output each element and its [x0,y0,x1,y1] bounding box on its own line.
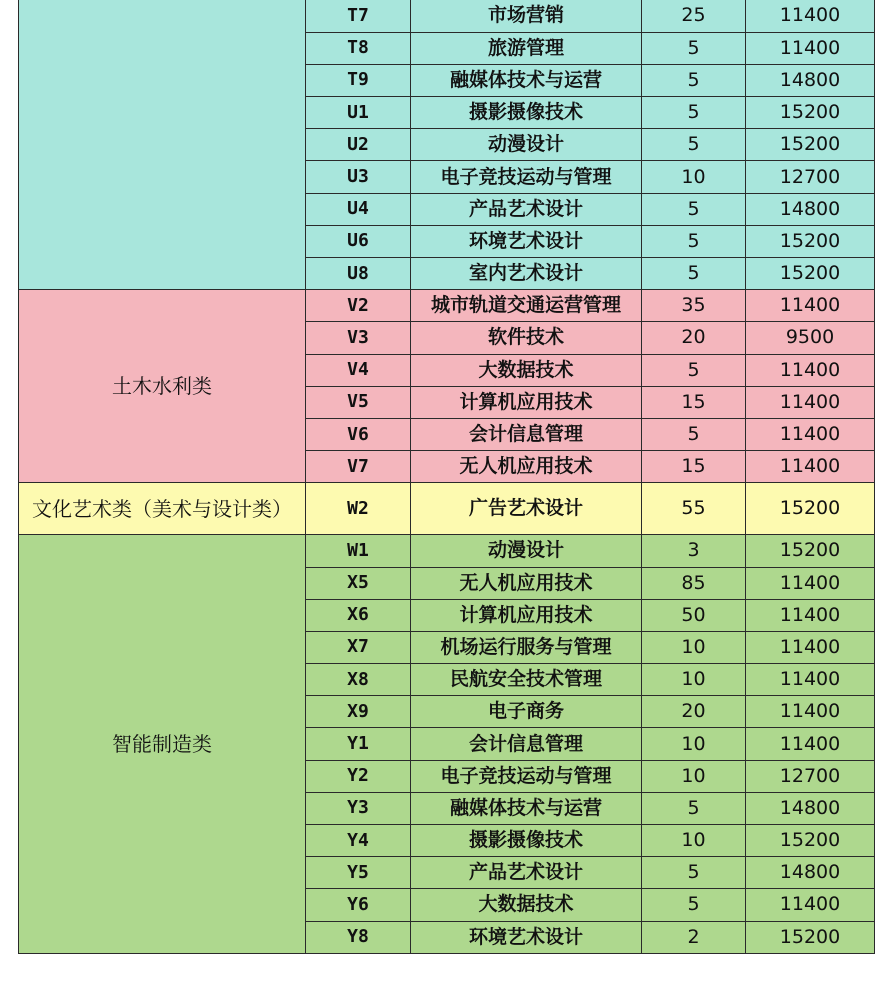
major-cell: 计算机应用技术 [411,386,642,418]
major-cell: 融媒体技术与运营 [411,792,642,824]
plan-count-cell: 20 [642,696,746,728]
tuition-cell: 11400 [746,451,875,483]
major-cell: 大数据技术 [411,889,642,921]
code-cell: V3 [306,322,411,354]
major-cell: 市场营销 [411,0,642,32]
major-cell: 摄影摄像技术 [411,97,642,129]
major-cell: 电子竞技运动与管理 [411,760,642,792]
tuition-cell: 11400 [746,567,875,599]
plan-count-cell: 5 [642,857,746,889]
tuition-cell: 14800 [746,64,875,96]
major-cell: 会计信息管理 [411,728,642,760]
major-cell: 室内艺术设计 [411,258,642,290]
plan-count-cell: 15 [642,451,746,483]
tuition-cell: 15200 [746,258,875,290]
tuition-cell: 11400 [746,664,875,696]
major-cell: 无人机应用技术 [411,567,642,599]
plan-count-cell: 5 [642,129,746,161]
major-cell: 动漫设计 [411,535,642,567]
plan-count-cell: 10 [642,161,746,193]
code-cell: U6 [306,225,411,257]
tuition-cell: 14800 [746,792,875,824]
plan-count-cell: 35 [642,290,746,322]
plan-count-cell: 5 [642,889,746,921]
plan-count-cell: 5 [642,193,746,225]
major-cell: 计算机应用技术 [411,599,642,631]
table-row [19,483,875,535]
plan-count-cell: 20 [642,322,746,354]
tuition-cell: 11400 [746,354,875,386]
category-cell: 土木水利类 [19,290,306,483]
plan-count-cell: 5 [642,258,746,290]
category-cell: 智能制造类 [19,535,306,953]
table-row [19,290,875,322]
plan-count-cell: 10 [642,825,746,857]
tuition-cell: 11400 [746,599,875,631]
code-cell: T9 [306,64,411,96]
major-cell: 产品艺术设计 [411,857,642,889]
tuition-cell: 12700 [746,760,875,792]
major-cell: 动漫设计 [411,129,642,161]
code-cell: Y1 [306,728,411,760]
code-cell: X8 [306,664,411,696]
tuition-cell: 11400 [746,631,875,663]
tuition-cell: 11400 [746,696,875,728]
plan-count-cell: 5 [642,64,746,96]
code-cell: Y5 [306,857,411,889]
code-cell: V4 [306,354,411,386]
code-cell: V5 [306,386,411,418]
tuition-cell: 15200 [746,129,875,161]
plan-count-cell: 10 [642,664,746,696]
tuition-cell: 11400 [746,728,875,760]
tuition-cell: 11400 [746,889,875,921]
code-cell: V2 [306,290,411,322]
major-cell: 广告艺术设计 [411,483,642,535]
enrollment-plan-table [18,0,875,954]
plan-count-cell: 5 [642,354,746,386]
tuition-cell: 12700 [746,161,875,193]
code-cell: U1 [306,97,411,129]
tuition-cell: 11400 [746,418,875,450]
tuition-cell: 15200 [746,535,875,567]
major-cell: 融媒体技术与运营 [411,64,642,96]
tuition-cell: 11400 [746,386,875,418]
major-cell: 无人机应用技术 [411,451,642,483]
category-cell: 文化艺术类（美术与设计类） [19,483,306,535]
code-cell: V7 [306,451,411,483]
major-cell: 电子竞技运动与管理 [411,161,642,193]
code-cell: U2 [306,129,411,161]
code-cell: Y2 [306,760,411,792]
major-cell: 民航安全技术管理 [411,664,642,696]
major-cell: 城市轨道交通运营管理 [411,290,642,322]
code-cell: Y4 [306,825,411,857]
code-cell: W1 [306,535,411,567]
plan-count-cell: 85 [642,567,746,599]
plan-count-cell: 10 [642,728,746,760]
plan-count-cell: 25 [642,0,746,32]
major-cell: 摄影摄像技术 [411,825,642,857]
tuition-cell: 14800 [746,857,875,889]
code-cell: U4 [306,193,411,225]
code-cell: Y3 [306,792,411,824]
code-cell: V6 [306,418,411,450]
plan-count-cell: 55 [642,483,746,535]
code-cell: X6 [306,599,411,631]
tuition-cell: 15200 [746,483,875,535]
plan-count-cell: 2 [642,921,746,953]
plan-count-cell: 10 [642,760,746,792]
major-cell: 大数据技术 [411,354,642,386]
code-cell: X5 [306,567,411,599]
major-cell: 产品艺术设计 [411,193,642,225]
code-cell: X7 [306,631,411,663]
tuition-cell: 15200 [746,225,875,257]
major-cell: 会计信息管理 [411,418,642,450]
plan-count-cell: 5 [642,418,746,450]
tuition-cell: 11400 [746,0,875,32]
category-cell [19,0,306,290]
plan-count-cell: 5 [642,97,746,129]
plan-count-cell: 5 [642,32,746,64]
major-cell: 机场运行服务与管理 [411,631,642,663]
code-cell: U8 [306,258,411,290]
tuition-cell: 15200 [746,921,875,953]
plan-count-cell: 5 [642,225,746,257]
plan-count-cell: 15 [642,386,746,418]
code-cell: Y8 [306,921,411,953]
enrollment-plan-sheet [18,0,874,978]
tuition-cell: 15200 [746,97,875,129]
major-cell: 环境艺术设计 [411,921,642,953]
tuition-cell: 11400 [746,32,875,64]
tuition-cell: 14800 [746,193,875,225]
code-cell: Y6 [306,889,411,921]
plan-count-cell: 50 [642,599,746,631]
table-row [19,0,875,32]
major-cell: 电子商务 [411,696,642,728]
major-cell: 软件技术 [411,322,642,354]
tuition-cell: 11400 [746,290,875,322]
code-cell: W2 [306,483,411,535]
table-body [19,0,875,953]
plan-count-cell: 3 [642,535,746,567]
tuition-cell: 15200 [746,825,875,857]
code-cell: U3 [306,161,411,193]
plan-count-cell: 5 [642,792,746,824]
major-cell: 环境艺术设计 [411,225,642,257]
major-cell: 旅游管理 [411,32,642,64]
code-cell: X9 [306,696,411,728]
code-cell: T7 [306,0,411,32]
code-cell: T8 [306,32,411,64]
table-row [19,535,875,567]
plan-count-cell: 10 [642,631,746,663]
tuition-cell: 9500 [746,322,875,354]
